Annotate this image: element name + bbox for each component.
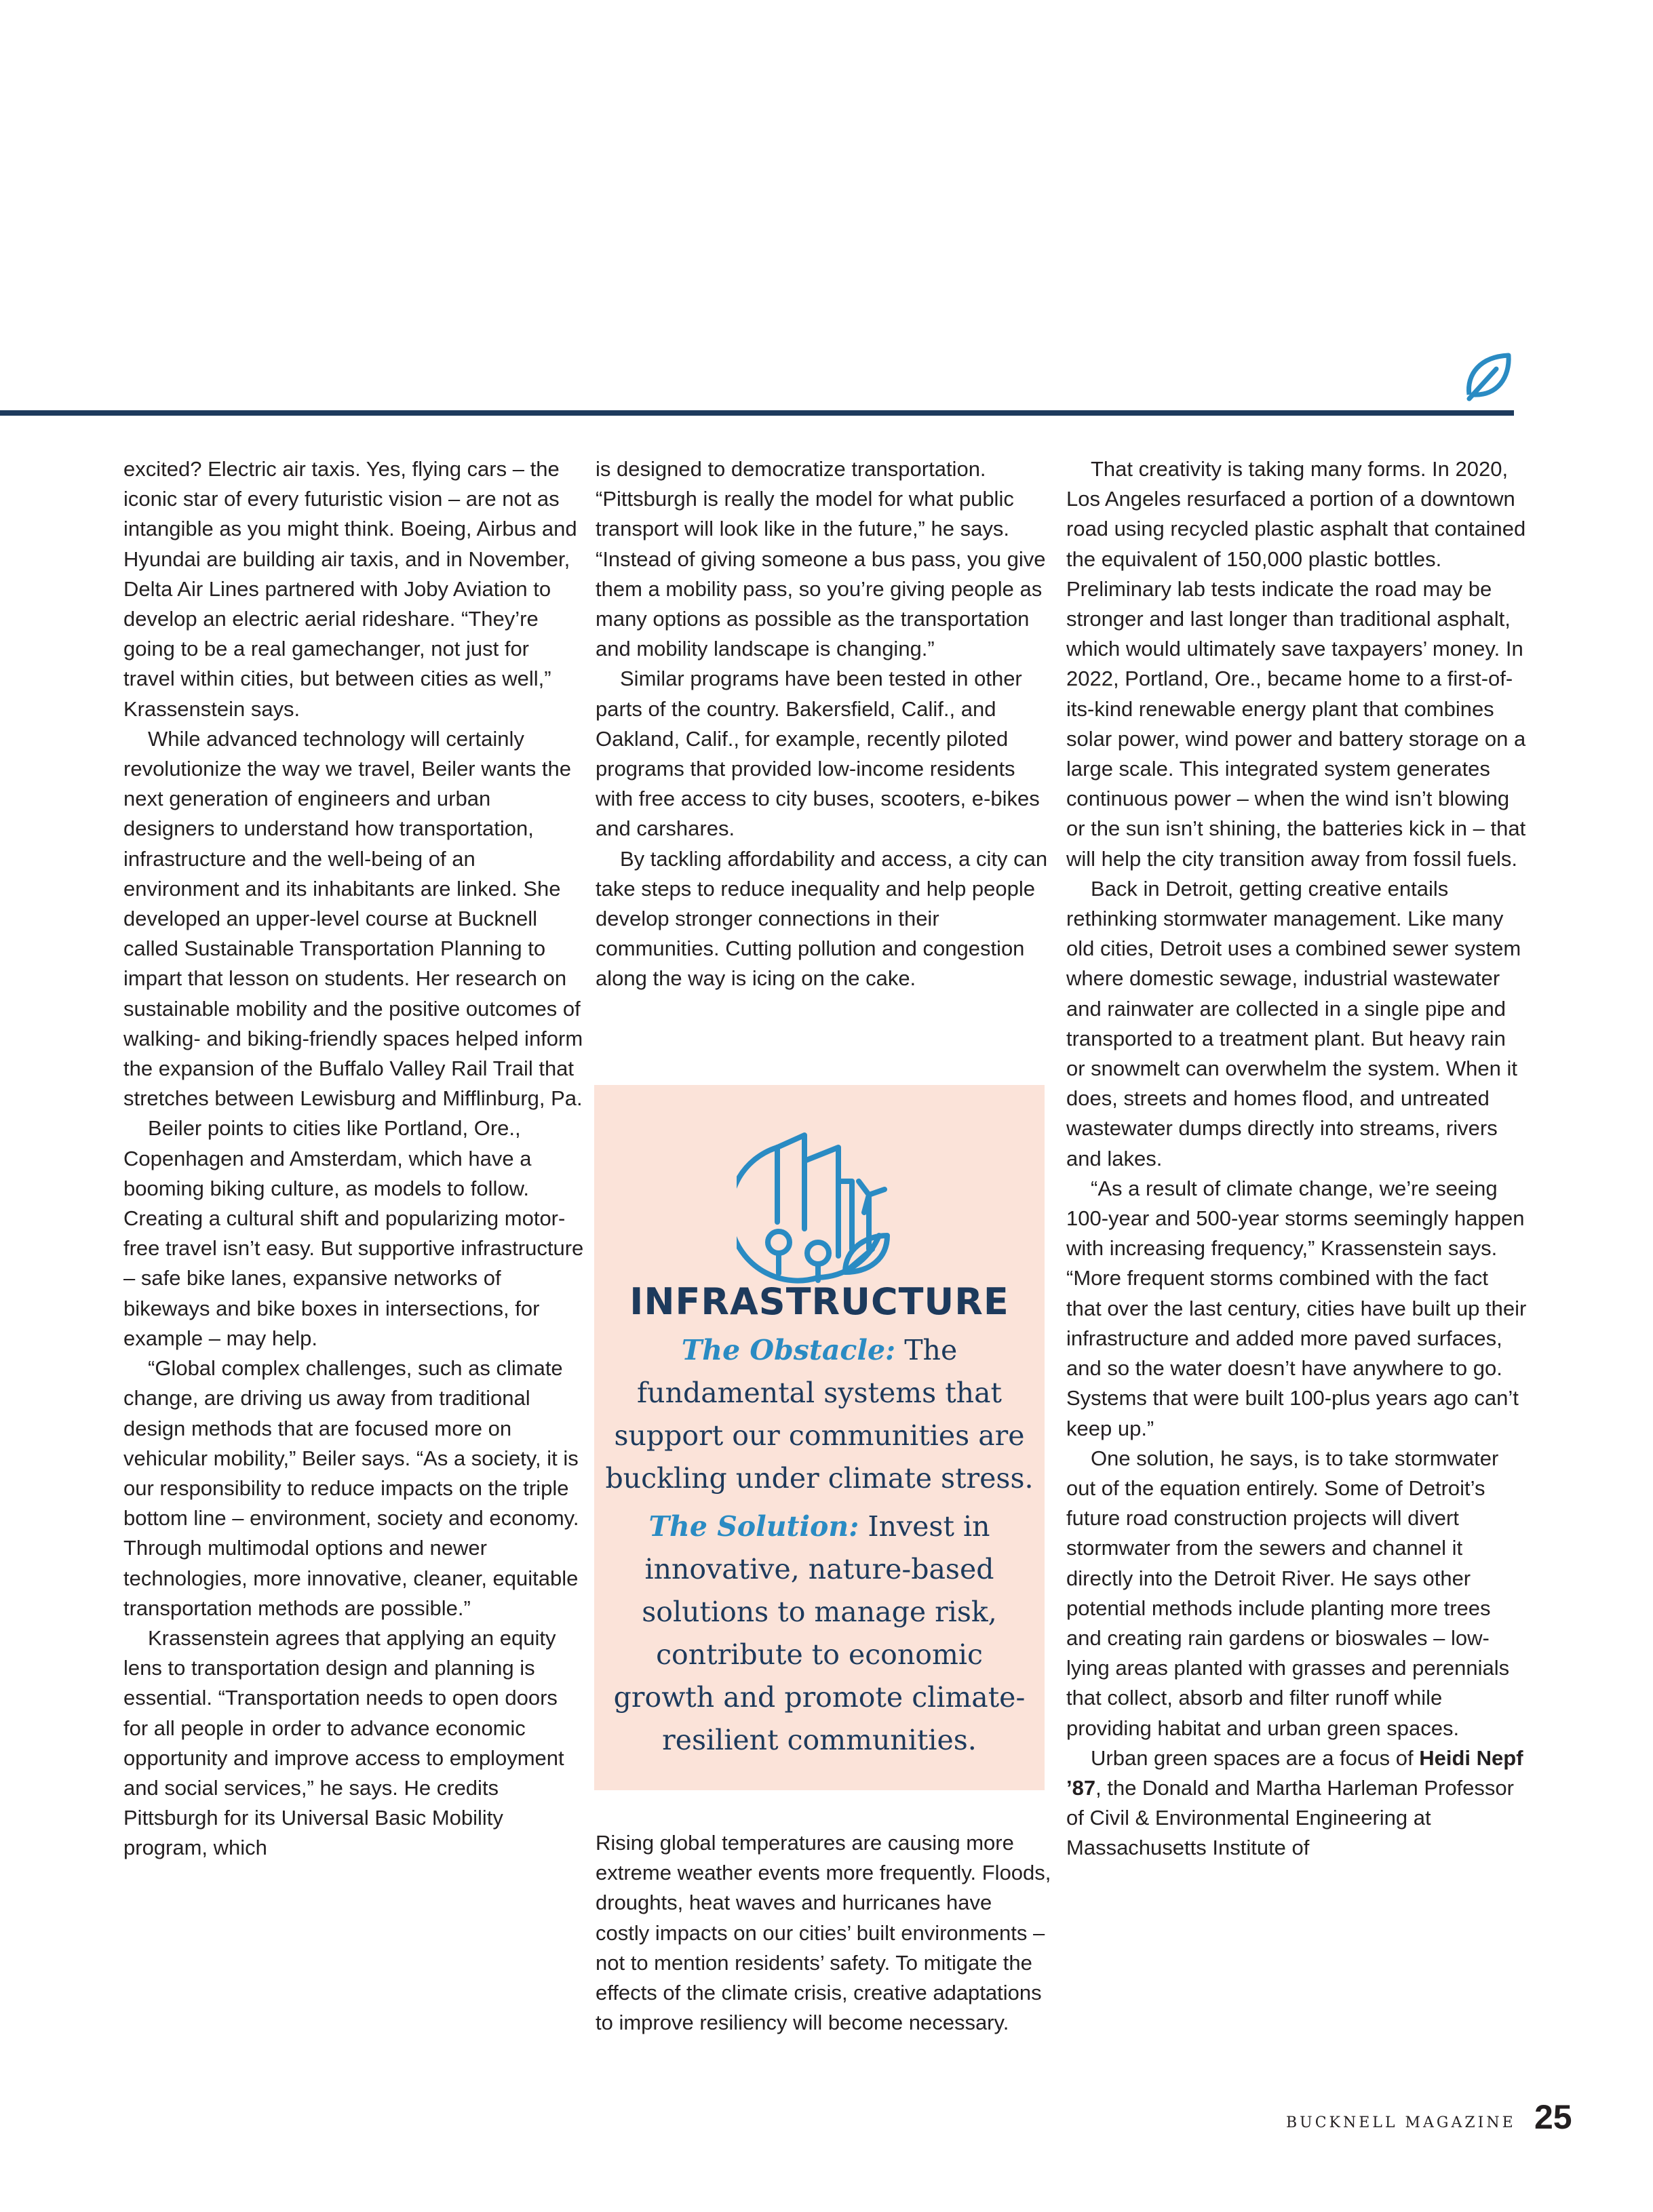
solution-label: The Solution: — [648, 1510, 859, 1543]
solution-text: Invest in innovative, nature-based solutions to manage risk, contribute to economic growth and promote climate-resilient communities. — [613, 1510, 1026, 1756]
paragraph: Rising global temperatures are causing more extreme weather events more frequently. Floods, droughts, heat waves and hurricanes have costly impacts on our cities’ built environments – not to mention residents’ safety. To mitigate the effects of the climate crisis, creative adaptations to improve resiliency will become necessary. — [596, 1831, 1051, 2035]
paragraph: excited? Electric air taxis. Yes, flying cars – the iconic star of every futuristic vision – are not as intangible as you might think. Boeing, Airbus and Hyundai are building air taxis, and in November, Delta Air Lines partnered with Joby Aviation to develop an electric aerial rideshare. “They’re going to be a real gamechanger, not just for travel within cities, but between cities as well,” Krassenstein says. — [123, 457, 577, 721]
article-column-2-continued — [596, 1828, 1051, 2038]
paragraph: “As a result of climate change, we’re seeing 100-year and 500-year storms seemingly happen with increasing frequency,” Krassenstein says. “More frequent storms combined with the fact that over the last century, cities have built up their infrastructure and added more paved surfaces, and so the water doesn’t have anywhere to go. Systems that were built 100-plus years ago can’t keep up.” — [1066, 1176, 1527, 1440]
paragraph-text: Urban green spaces are a focus of — [1091, 1745, 1420, 1770]
article-column-1 — [123, 454, 585, 1863]
leaf-icon — [1460, 347, 1517, 404]
obstacle-text: The fundamental systems that support our communities are buckling under climate stress. — [605, 1334, 1034, 1495]
paragraph: Similar programs have been tested in other parts of the country. Bakersfield, Calif., and Oakland, Calif., for example, recently piloted programs that provided low-income residents with free access to city buses, scooters, e-bikes and carshares. — [596, 667, 1040, 841]
article-column-2 — [596, 454, 1051, 994]
header-rule — [0, 410, 1514, 416]
city-infrastructure-icon — [737, 1120, 899, 1290]
paragraph: Back in Detroit, getting creative entails rethinking stormwater management. Like many old cities, Detroit uses a combined sewer system where domestic sewage, industrial wastewater and rainwater are collected in a single pipe and transported to a treatment plant. But heavy rain or snowmelt can overwhelm the system. When it does, streets and homes flood, and untreated wastewater dumps directly into streams, rivers and lakes. — [1066, 876, 1521, 1170]
obstacle-statement — [602, 1329, 1036, 1500]
page-number: 25 — [1534, 2098, 1572, 2136]
solution-statement — [602, 1505, 1036, 1762]
paragraph: “Global complex challenges, such as climate change, are driving us away from traditional design methods that are focused more on vehicular mobility,” Beiler says. “As a society, it is our responsibility to reduce impacts on the triple bottom line – environment, society and economy. Through multimodal options and newer technologies, more innovative, cleaner, equitable transportation methods are possible.” — [123, 1356, 579, 1620]
paragraph: Krassenstein agrees that applying an equity lens to transportation design and planning is essential. “Transportation needs to open doors for all people in order to advance economic opportunity and improve access to employment and social services,” he says. He credits Pittsburgh for its Universal Basic Mobility program, which — [123, 1625, 564, 1860]
paragraph: Beiler points to cities like Portland, Ore., Copenhagen and Amsterdam, which have a booming biking culture, as models to follow. Creating a cultural shift and popularizing motor-free travel isn’t easy. But supportive infrastructure – safe bike lanes, expansive networks of bikeways and bike boxes in intersections, for example – may help. — [123, 1116, 584, 1350]
infrastructure-sidebar — [594, 1085, 1045, 1790]
magazine-name: BUCKNELL MAGAZINE — [1286, 2114, 1516, 2131]
paragraph: One solution, he says, is to take stormwater out of the equation entirely. Some of Detroit’s future road construction projects will divert stormwater from the sewers and channel it directly into the Detroit River. He says other potential methods include planting more trees and creating rain gardens or bioswales – low-lying areas planted with grasses and perennials that collect, absorb and filter runoff while providing habitat and urban green spaces. — [1066, 1446, 1510, 1740]
paragraph-text: , the Donald and Martha Harleman Professor of Civil & Environmental Engineering at Massachusetts Institute of — [1066, 1775, 1514, 1860]
sidebar-title: INFRASTRUCTURE — [629, 1280, 1009, 1323]
paragraph — [1066, 1743, 1528, 1863]
paragraph: is designed to democratize transportation. “Pittsburgh is really the model for what public transport will look like in the future,” he says. “Instead of giving someone a bus pass, you give them a mobility pass, so you’re giving people as many options as possible as the transportation and mobility landscape is changing.” — [596, 457, 1046, 661]
paragraph: By tackling affordability and access, a city can take steps to reduce inequality and help people develop stronger connections in their communities. Cutting pollution and congestion along the way is icing on the cake. — [596, 846, 1048, 991]
article-column-3 — [1066, 454, 1528, 1863]
obstacle-label: The Obstacle: — [681, 1334, 896, 1366]
person-name: Heidi Nepf ’87 — [1066, 1745, 1523, 1800]
paragraph: That creativity is taking many forms. In 2020, Los Angeles resurfaced a portion of a downtown road using recycled plastic asphalt that contained the equivalent of 150,000 plastic bottles. Preliminary lab tests indicate the road may be stronger and last longer than traditional asphalt, which would ultimately save taxpayers’ money. In 2022, Portland, Ore., became home to a first-of-its-kind renewable energy plant that combines solar power, wind power and battery storage on a large scale. This integrated system generates continuous power – when the wind isn’t blowing or the sun isn’t shining, the batteries kick in – that will help the city transition away from fossil fuels. — [1066, 457, 1526, 871]
paragraph: While advanced technology will certainly revolutionize the way we travel, Beiler wants the next generation of engineers and urban designers to understand how transportation, infrastructure and the well-being of an environment and its inhabitants are linked. She developed an upper-level course at Bucknell called Sustainable Transportation Planning to impart that lesson on students. Her research on sustainable mobility and the positive outcomes of walking- and biking-friendly spaces helped inform the expansion of the Buffalo Valley Rail Trail that stretches between Lewisburg and Mifflinburg, Pa. — [123, 726, 583, 1111]
